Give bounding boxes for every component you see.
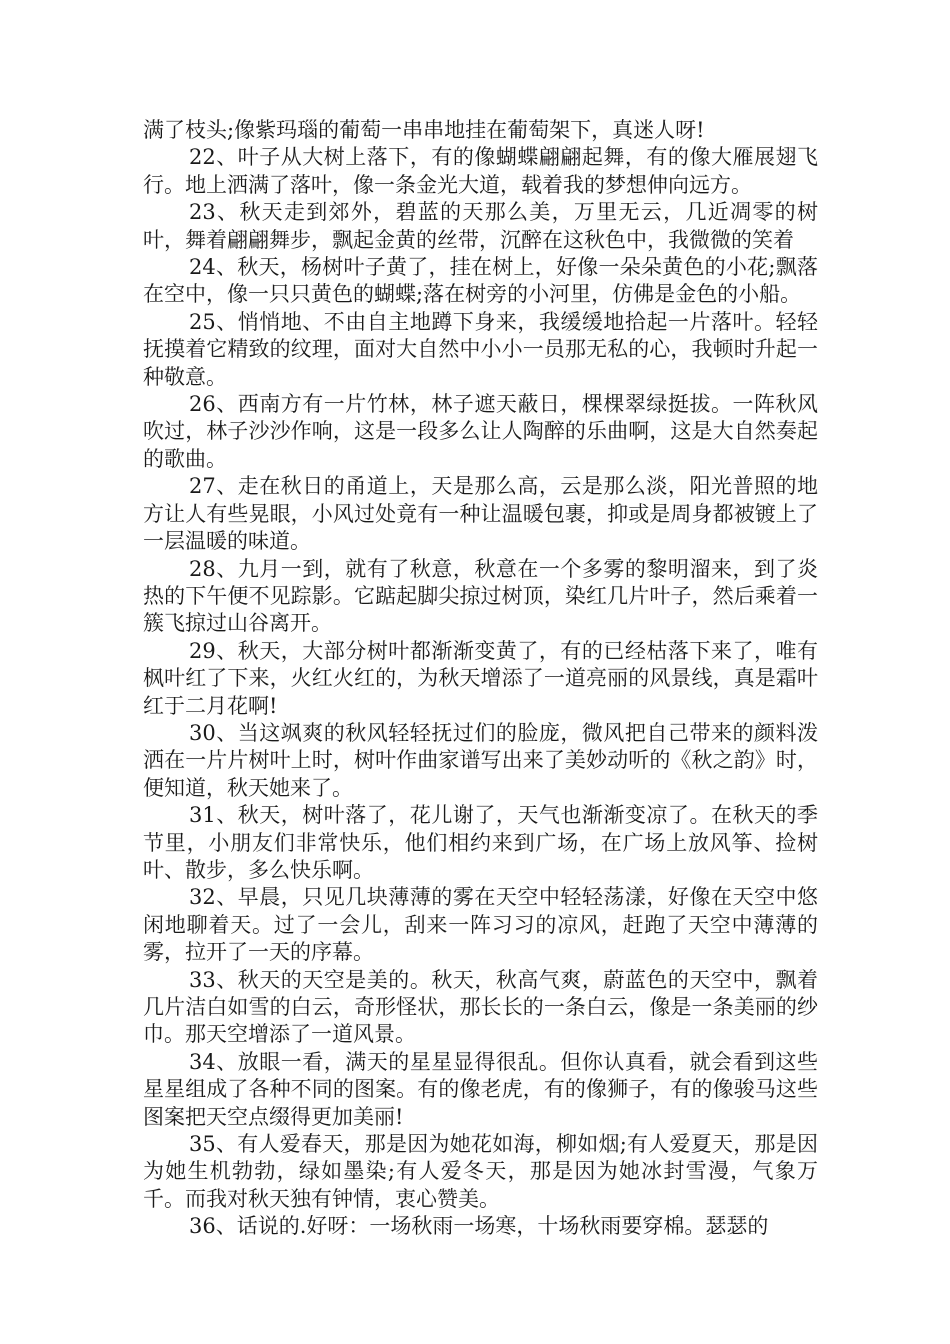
paragraph-28: 28、九月一到，就有了秋意，秋意在一个多雾的黎明溜来，到了炎热的下午便不见踪影。它踮起脚尖掠过树顶，染红几片叶子，然后乘着一簇飞掠过山谷离开。 [143,556,818,636]
paragraph-22: 22、叶子从大树上落下，有的像蝴蝶翩翩起舞，有的像大雁展翅飞行。地上洒满了落叶，像一条金光大道，载着我的梦想伸向远方。 [143,145,818,197]
paragraph-29: 29、秋天，大部分树叶都渐渐变黄了，有的已经枯落下来了，唯有枫叶红了下来，火红火红的，为秋天增添了一道亮丽的风景线，真是霜叶红于二月花啊! [143,638,818,718]
paragraph-34: 34、放眼一看，满天的星星显得很乱。但你认真看，就会看到这些星星组成了各种不同的图案。有的像老虎，有的像狮子，有的像骏马这些图案把天空点缀得更加美丽! [143,1049,818,1129]
paragraph-24: 24、秋天，杨树叶子黄了，挂在树上，好像一朵朵黄色的小花;飘落在空中，像一只只黄色的蝴蝶;落在树旁的小河里，仿佛是金色的小船。 [143,255,818,307]
paragraph-27: 27、走在秋日的甬道上，天是那么高，云是那么淡，阳光普照的地方让人有些晃眼，小风过处竟有一种让温暖包裹，抑或是周身都被镀上了一层温暖的味道。 [143,474,818,554]
paragraph-23: 23、秋天走到郊外，碧蓝的天那么美，万里无云，几近凋零的树叶，舞着翩翩舞步，飘起金黄的丝带，沉醉在这秋色中，我微微的笑着 [143,200,818,252]
paragraph-31: 31、秋天，树叶落了，花儿谢了，天气也渐渐变凉了。在秋天的季节里，小朋友们非常快乐，他们相约来到广场，在广场上放风筝、捡树叶、散步，多么快乐啊。 [143,803,818,882]
paragraph-26: 26、西南方有一片竹林，林子遮天蔽日，棵棵翠绿挺拔。一阵秋风吹过，林子沙沙作响，这是一段多么让人陶醉的乐曲啊，这是大自然奏起的歌曲。 [143,392,818,471]
paragraph-35: 35、有人爱春天，那是因为她花如海，柳如烟;有人爱夏天，那是因为她生机勃勃，绿如墨染;有人爱冬天，那是因为她冰封雪漫，气象万千。而我对秋天独有钟情，衷心赞美。 [143,1132,818,1211]
paragraph-25: 25、悄悄地、不由自主地蹲下身来，我缓缓地拾起一片落叶。轻轻抚摸着它精致的纹理，面对大自然中小小一员那无私的心，我顿时升起一种敬意。 [143,309,818,389]
document-body [143,117,818,1241]
paragraph-30: 30、当这飒爽的秋风轻轻抚过们的脸庞，微风把自己带来的颜料泼洒在一片片树叶上时，树叶作曲家谱写出来了美妙动听的《秋之韵》时，便知道，秋天她来了。 [143,720,818,800]
paragraph-continuation: 满了枝头;像紫玛瑙的葡萄一串串地挂在葡萄架下，真迷人呀! [143,118,705,142]
paragraph-32: 32、早晨，只见几块薄薄的雾在天空中轻轻荡漾，好像在天空中悠闲地聊着天。过了一会儿，刮来一阵习习的凉风，赶跑了天空中薄薄的雾，拉开了一天的序幕。 [143,885,818,965]
paragraph-33: 33、秋天的天空是美的。秋天，秋高气爽，蔚蓝色的天空中，飘着几片洁白如雪的白云，奇形怪状，那长长的一条白云，像是一条美丽的纱巾。那天空增添了一道风景。 [143,967,818,1047]
paragraph-36: 36、话说的.好呀：一场秋雨一场寒，十场秋雨要穿棉。瑟瑟的 [189,1214,769,1239]
